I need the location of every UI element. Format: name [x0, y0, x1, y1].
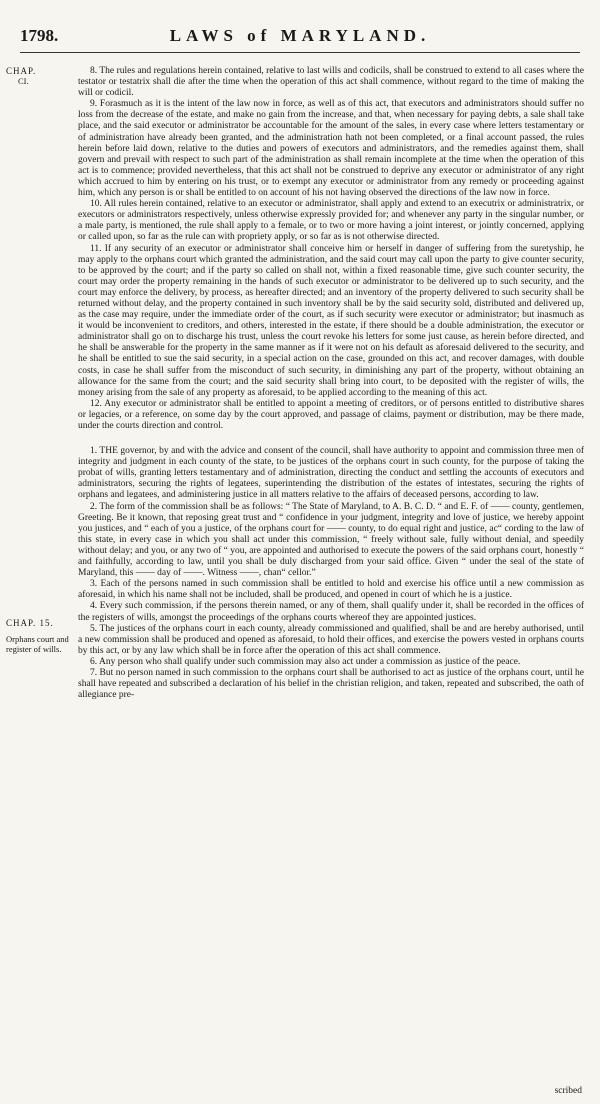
- chap15-section-7: 7. But no person named in such commission to the orphans court shall be authorised to act as justice of the orphans court, until he shall have repeated and subscribed a declaration of his belief in the christian religion, and taken, repeated and subscribed, the oath of allegiance pre-: [78, 667, 584, 701]
- header-rule: [20, 52, 580, 53]
- chap15-section-3: 3. Each of the persons named in such commission shall be entitled to hold and exercise his office until a new commission as aforesaid, in which his name shall not be included, shall be produced, and opened in court of which he is a justice.: [78, 579, 584, 601]
- section-8: 8. The rules and regulations herein contained, relative to last wills and codicils, shall be construed to extend to all cases where the testator or testatrix shall die after the time when the operation of this act shall commence, without regard to the time of making the will or codicil.: [78, 66, 584, 99]
- chap15-section-4: 4. Every such commission, if the persons therein named, or any of them, shall qualify under it, shall be recorded in the offices of the registers of wills, amongst the proceedings of the orphans courts whereof they are appointed justices.: [78, 601, 584, 623]
- page-header: [20, 26, 580, 52]
- chap15-section-5: 5. The justices of the orphans court in each county, already commissioned and qualified, shall be and are hereby authorised, until a new commission shall be produced and opened as aforesaid, to hold their offices, and exercise the powers vested in orphans courts by this act, or by any law which shall be in force after the operation of this act shall commence.: [78, 623, 584, 656]
- running-title: LAWS of MARYLAND.: [169, 26, 431, 45]
- chap15-section-6: 6. Any person who shall qualify under such commission may also act under a commission as justice of the peace.: [90, 656, 521, 667]
- catchword: scribed: [554, 1086, 582, 1096]
- section-11: 11. If any security of an executor or administrator shall conceive him or herself in danger of suffering from the suretyship, he may apply to the orphans court which granted the administration, and the said court may call upon the party to give counter security, to be approved by the court; and if the party so called on shall not, within a fixed reasonable time, give such counter security, the court may order the property remaining in the hands of such executor or administrator to be delivered up to such security, and the court may enforce the delivery, by process, as hereafter directed; and an inventory of the property delivered to such security shall be returned without delay, and the property contained in such inventory shall be by the said security sold, distributed and delivered up, as the case may require, under the immediate order of the court, as if such security were executor or administrator; but inasmuch as it would be inconvenient to creditors, and others, interested in the estate, if there should be a double administration, the executor or administrator shall go on to discharge his trust, unless the court revoke his letters for some just cause, as herein before directed, and he shall be answerable for the property in the same manner as if it were not on his default as aforesaid delivered to the security, and he shall be entitled to sue the said security, in a special action on the case, grounded on this act, and recover damages, with double costs, in case he shall suffer from the misconduct of such security, in diminishing any part of the property, without obtaining an allowance for the same from the court; and the said security shall bring into court, to be deposited with the register of wills, the money arising from the sale of any property as aforesaid, to be applied according to the meaning of this act.: [78, 243, 584, 398]
- body-text: [78, 66, 584, 701]
- margin-note-chapter-15: [6, 618, 70, 654]
- margin-chap15-label: CHAP. 15.: [6, 618, 54, 628]
- margin-chap15-caption: Orphans court and register of wills.: [6, 634, 69, 654]
- margin-chap-number: CI.: [18, 76, 29, 86]
- margin-chap-label: CHAP.: [6, 66, 37, 76]
- section-9: 9. Forasmuch as it is the intent of the law now in force, as well as of this act, that executors and administrators should suffer no loss from the decrease of the estate, and make no gain from the increase, and that, when necessary for paying debts, a sale shall take place, and the said executor or administrator be accountable for the amount of the sales, in every case where letters testamentary or of administration have already been granted, and the administration hath not been completed, or a final account passed, the rules herein before laid down, relative to the duties and powers of executors and administrators, and the remedies against them, shall govern and prevail with respect to such part of the administration as shall remain incomplete at the time when the operation of this act is to commence; provided nevertheless, that this act shall not be construed to deprive any executor or administrator of any right which accrued to him by entering on his trust, or to exempt any executor or administrator from any remedy or proceeding against him, which any person is or shall be entitled to on account of his not having observed the directions of the law now in force.: [78, 99, 584, 199]
- chap15-section-2: 2. The form of the commission shall be as follows: “ The State of Maryland, to A. B. C. D. “ and E. F. of —— county, gentlemen, Greeting. Be it known, that reposing great trust and “ confidence in your judgment, integrity and love of justice, we hereby appoint you justices, and “ each of you a justice, of the orphans court for —— county, to do equal right and justice, ac“ cording to the law of this state, in every case in which you shall act under this commission, “ freely without sale, fully without denial, and speedily without delay; and you, or any two of “ you, are appointed and authorised to execute the powers of the said orphans court, honestly “ and faithfully, according to law, until you shall be duly discharged from your said office. Given “ under the seal of the state of Maryland, this —— day of ——. Witness ——, chan“ cellor.”: [78, 501, 584, 579]
- section-12: 12. Any executor or administrator shall be entitled to appoint a meeting of creditors, or of persons entitled to distributive shares or legacies, or a reference, on some day by the court approved, and passage of claims, payment or distribution, may be there made, under the courts direction and control.: [78, 398, 584, 431]
- page-year: 1798.: [20, 26, 59, 45]
- chap15-section-1: 1. THE governor, by and with the advice and consent of the council, shall have authority to appoint and commission three men of integrity and judgment in each county of the state, to be justices of the orphans court in such county, for the purpose of taking the probat of wills, granting letters testamentary and of administration, directing the conduct and settling the accounts of executors and administrators, securing the rights of legatees, superintending the distribution of the estates of intestates, securing the rights of orphans and legatees, and administering justice in all matters relative to the affairs of deceased persons, according to law.: [78, 446, 584, 501]
- margin-note-chapter: [6, 66, 70, 86]
- section-10: 10. All rules herein contained, relative to an executor or administrator, shall apply and extend to an executrix or administratrix, or executors or administrators respectively, unless otherwise expressly provided for; and whenever any party in the singular number, or a male party, is mentioned, the rule shall apply to a female, or to two or more having a joint interest, or jointly concerned, applying or called upon, so far as the rule can with propriety apply, or so far as is not otherwise directed.: [78, 199, 584, 243]
- chapter-break: [78, 432, 584, 446]
